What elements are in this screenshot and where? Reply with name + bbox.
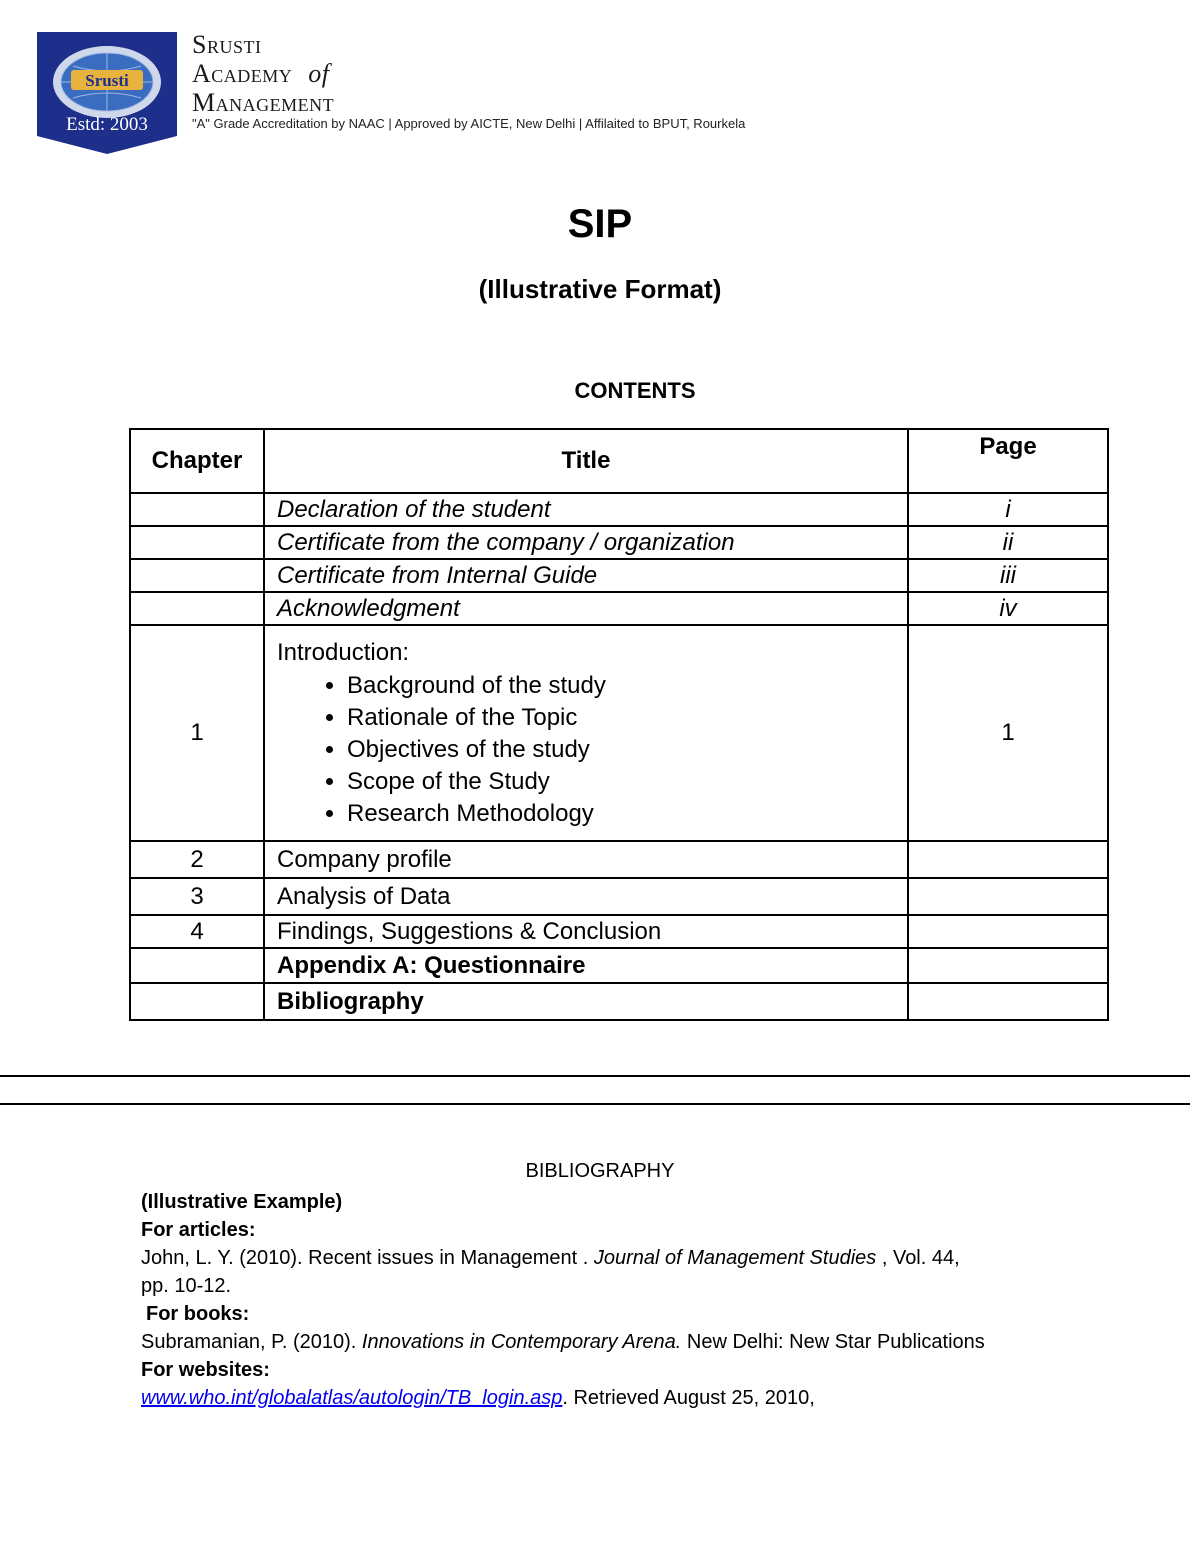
page-cell: i (908, 493, 1108, 526)
institution-name (192, 30, 334, 117)
example-label: (Illustrative Example) (141, 1191, 343, 1213)
document-title: SIP (567, 202, 633, 246)
websites-label: For websites: (141, 1359, 270, 1381)
chapter-cell: 2 (130, 841, 264, 878)
title-cell: Appendix A: Questionnaire (264, 948, 908, 983)
list-item: • Scope of the Study (347, 766, 895, 798)
institution-name-line1: Srusti (192, 30, 262, 59)
document-subtitle: (Illustrative Format) (478, 274, 722, 304)
divider-line (0, 1075, 1190, 1077)
table-header-row (130, 429, 1108, 493)
books-label: For books: (146, 1303, 250, 1325)
svg-text:Srusti: Srusti (85, 71, 129, 90)
table-row (130, 526, 1108, 559)
list-item: • Objectives of the study (347, 734, 895, 766)
table-row-introduction (130, 625, 1108, 841)
page-cell (908, 948, 1108, 983)
page-cell: iii (908, 559, 1108, 592)
contents-heading: CONTENTS (574, 378, 696, 403)
title-cell: Declaration of the student (264, 493, 908, 526)
srusti-logo (37, 32, 177, 154)
table-row (130, 983, 1108, 1020)
book-reference: Subramanian, P. (2010). Innovations in Contemporary Arena. New Delhi: New Star Publications (141, 1331, 985, 1353)
chapter-cell: 1 (130, 625, 264, 841)
chapter-cell (130, 559, 264, 592)
page-cell (908, 841, 1108, 878)
table-row (130, 559, 1108, 592)
header-chapter: Chapter (130, 429, 264, 493)
table-row (130, 878, 1108, 915)
header-title: Title (264, 429, 908, 493)
chapter-cell: 3 (130, 878, 264, 915)
contents-table (129, 428, 1109, 1021)
page-cell (908, 915, 1108, 948)
introduction-bullet-list (277, 670, 895, 830)
list-item: • Background of the study (347, 670, 895, 702)
institution-name-line2: Academy of (192, 59, 330, 88)
article-pages: pp. 10-12. (141, 1275, 232, 1297)
page-cell: 1 (908, 625, 1108, 841)
divider-line (0, 1103, 1190, 1105)
chapter-cell (130, 983, 264, 1020)
page-cell: ii (908, 526, 1108, 559)
title-cell: Analysis of Data (264, 878, 908, 915)
chapter-cell (130, 592, 264, 625)
institution-name-line3: Management (192, 88, 335, 117)
table-row (130, 493, 1108, 526)
header-page: Page (908, 429, 1108, 493)
articles-label: For articles: (141, 1219, 256, 1241)
list-item: • Research Methodology (347, 798, 895, 830)
chapter-cell: 4 (130, 915, 264, 948)
chapter-cell (130, 948, 264, 983)
table-row (130, 948, 1108, 983)
introduction-heading: Introduction: (277, 639, 410, 666)
list-item: • Rationale of the Topic (347, 702, 895, 734)
title-cell: Findings, Suggestions & Conclusion (264, 915, 908, 948)
website-reference: www.who.int/globalatlas/autologin/TB_login.asp. Retrieved August 25, 2010, (141, 1387, 815, 1409)
accreditation-text: "A" Grade Accreditation by NAAC | Approved by AICTE, New Delhi | Affilaited to BPUT, Rourkela (192, 116, 746, 131)
bibliography-section (141, 1188, 1101, 1412)
article-reference: John, L. Y. (2010). Recent issues in Management . Journal of Management Studies , Vol. 44, (141, 1247, 960, 1269)
bibliography-heading: BIBLIOGRAPHY (525, 1160, 675, 1182)
table-row (130, 841, 1108, 878)
title-cell: Company profile (264, 841, 908, 878)
title-cell (264, 625, 908, 841)
title-cell: Certificate from the company / organization (264, 526, 908, 559)
title-cell: Bibliography (264, 983, 908, 1020)
page-cell (908, 878, 1108, 915)
page-cell (908, 983, 1108, 1020)
title-cell: Acknowledgment (264, 592, 908, 625)
title-cell: Certificate from Internal Guide (264, 559, 908, 592)
table-row (130, 915, 1108, 948)
chapter-cell (130, 526, 264, 559)
chapter-cell (130, 493, 264, 526)
website-link[interactable]: www.who.int/globalatlas/autologin/TB_login.asp (141, 1387, 563, 1409)
table-row (130, 592, 1108, 625)
svg-text:Estd: 2003: Estd: 2003 (66, 114, 148, 135)
page-cell: iv (908, 592, 1108, 625)
